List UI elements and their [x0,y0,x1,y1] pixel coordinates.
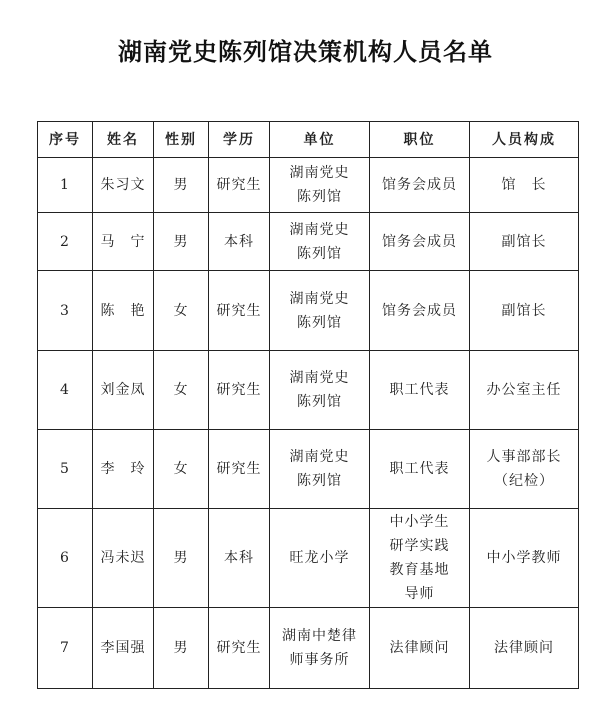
header-gender: 性别 [154,122,209,158]
table-row [38,158,579,213]
cell-position-text: 馆务会成员 [382,233,457,250]
cell-name-text: 陈 艳 [100,302,146,319]
cell-role [470,351,579,430]
cell-position-text: 职工代表 [389,382,450,398]
cell-gender [154,158,209,213]
header-position: 职位 [370,122,470,158]
cell-name [93,351,154,430]
header-name: 姓名 [93,122,154,158]
cell-education [209,158,270,213]
cell-name [93,213,154,271]
cell-role [470,430,579,509]
cell-name-text: 冯未迟 [100,550,146,566]
cell-no-text: 2 [60,233,70,250]
cell-unit [270,351,370,430]
cell-role-text: 办公室主任 [486,382,562,398]
cell-name-text: 马 宁 [100,233,146,250]
cell-gender-text: 男 [173,233,189,250]
cell-no-text: 7 [60,640,70,656]
header-no: 序号 [38,122,93,158]
table-row [38,509,579,608]
cell-role-text: 人事部部长 （纪检） [486,449,562,489]
cell-unit-text: 湖南党史 陈列馆 [289,165,350,205]
cell-unit-text: 旺龙小学 [289,550,350,566]
cell-role [470,608,579,689]
cell-gender-text: 女 [173,302,189,319]
cell-no [38,608,93,689]
cell-no-text: 3 [60,302,70,319]
cell-position-text: 馆务会成员 [382,177,457,193]
page-title: 湖南党史陈列馆决策机构人员名单 [118,37,493,66]
cell-education [209,213,270,271]
cell-role [470,509,579,608]
cell-unit [270,430,370,509]
cell-name [93,158,154,213]
cell-role [470,158,579,213]
cell-gender-text: 女 [173,382,189,398]
cell-position [370,608,470,689]
cell-no [38,430,93,509]
cell-position [370,158,470,213]
cell-role-text: 副馆长 [501,302,547,319]
cell-name-text: 李 玲 [100,461,146,477]
cell-unit-text: 湖南党史 陈列馆 [289,290,350,331]
cell-name-text: 朱习文 [100,177,146,193]
cell-role [470,213,579,271]
cell-unit-text: 湖南中楚律 师事务所 [282,628,357,668]
cell-gender [154,608,209,689]
cell-education [209,351,270,430]
cell-role [470,271,579,351]
cell-education-text: 研究生 [216,302,262,319]
cell-gender [154,271,209,351]
cell-unit [270,271,370,351]
cell-gender [154,213,209,271]
cell-role-text: 法律顾问 [494,640,554,656]
cell-role-text: 副馆长 [501,233,547,250]
cell-position-text: 法律顾问 [389,640,450,656]
cell-gender-text: 男 [173,550,189,566]
cell-name-text: 刘金凤 [100,382,146,398]
cell-no [38,271,93,351]
header-unit: 单位 [270,122,370,158]
cell-education-text: 研究生 [216,382,262,398]
cell-no-text: 4 [60,382,70,398]
cell-gender [154,351,209,430]
table-row [38,271,579,351]
cell-no-text: 5 [60,461,70,477]
cell-name [93,608,154,689]
table-row [38,608,579,689]
cell-unit [270,509,370,608]
cell-role-text: 馆 长 [501,177,547,193]
cell-gender [154,430,209,509]
cell-unit [270,213,370,271]
cell-no-text: 6 [60,550,70,566]
cell-education [209,430,270,509]
cell-position [370,509,470,608]
cell-name [93,271,154,351]
cell-position [370,351,470,430]
table-header-row [38,122,579,158]
cell-no-text: 1 [60,177,70,193]
cell-position-text: 馆务会成员 [382,302,457,319]
cell-education-text: 本科 [224,233,254,250]
cell-gender-text: 男 [173,177,189,193]
cell-position-text: 职工代表 [389,461,450,477]
cell-education [209,608,270,689]
table-row [38,351,579,430]
cell-education [209,509,270,608]
cell-name [93,509,154,608]
cell-position-text: 中小学生 研学实践 教育基地 导师 [389,514,450,602]
cell-unit [270,158,370,213]
cell-no [38,509,93,608]
cell-gender [154,509,209,608]
cell-position [370,213,470,271]
cell-no [38,213,93,271]
personnel-table [37,121,579,689]
cell-unit-text: 湖南党史 陈列馆 [289,370,350,410]
cell-name [93,430,154,509]
cell-no [38,158,93,213]
cell-education-text: 本科 [224,550,254,566]
cell-education [209,271,270,351]
table-row [38,213,579,271]
cell-gender-text: 男 [173,640,189,656]
cell-education-text: 研究生 [216,177,262,193]
cell-education-text: 研究生 [216,640,262,656]
header-role: 人员构成 [470,122,579,158]
cell-unit-text: 湖南党史 陈列馆 [289,221,350,262]
cell-position [370,430,470,509]
cell-unit [270,608,370,689]
cell-position [370,271,470,351]
header-education: 学历 [209,122,270,158]
cell-role-text: 中小学教师 [486,550,562,566]
cell-no [38,351,93,430]
cell-name-text: 李国强 [100,640,146,656]
cell-unit-text: 湖南党史 陈列馆 [289,449,350,489]
cell-education-text: 研究生 [216,461,262,477]
cell-gender-text: 女 [173,461,189,477]
table-row [38,430,579,509]
